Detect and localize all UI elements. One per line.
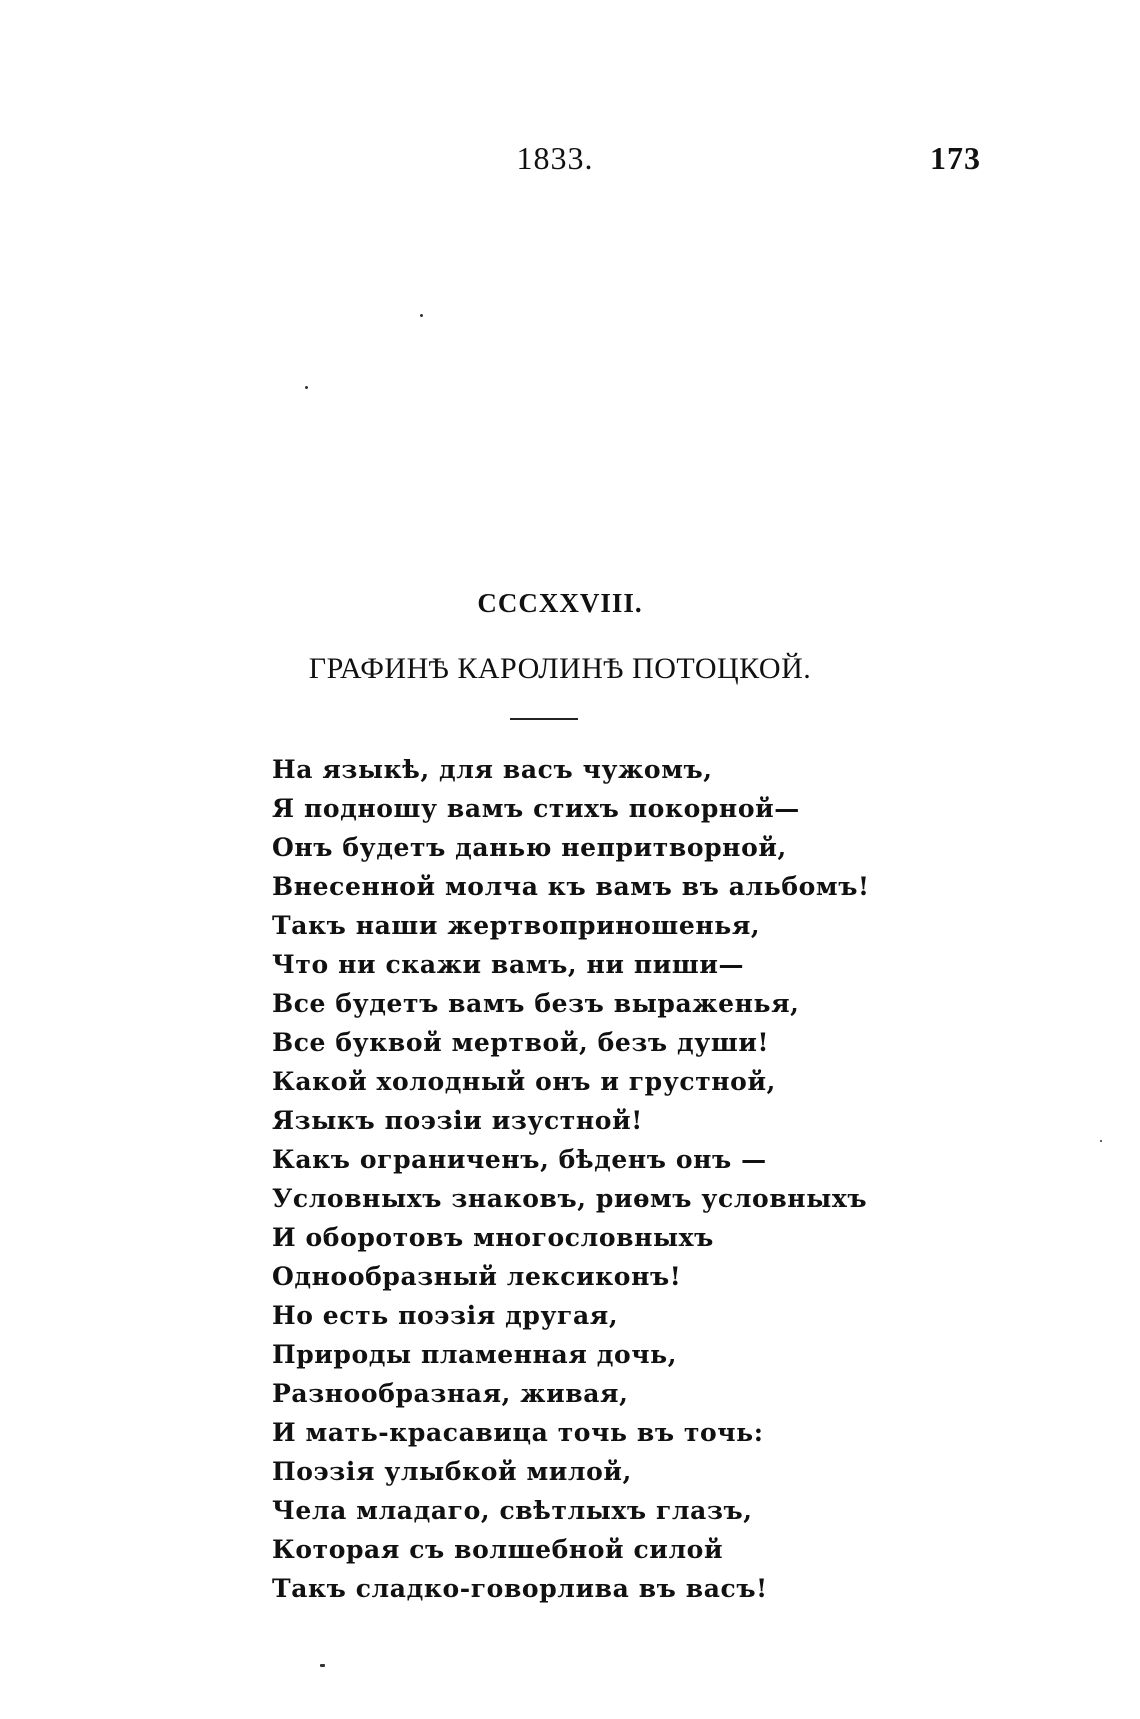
poem-line: Все буквой мертвой, безъ души! bbox=[272, 1028, 770, 1057]
poem-line: Чела младаго, свѣтлыхъ глазъ, bbox=[272, 1496, 753, 1525]
poem-line: Условныхъ знаковъ, риѳмъ условныхъ bbox=[272, 1184, 868, 1213]
poem-line: Такъ сладко-говорлива въ васъ! bbox=[272, 1574, 768, 1603]
print-speck bbox=[320, 1664, 325, 1667]
running-header-year: 1833. bbox=[516, 140, 594, 176]
poem-line: Я подношу вамъ стихъ покорной— bbox=[272, 794, 800, 823]
print-speck bbox=[420, 314, 423, 317]
poem-title: ГРАФИНѢ КАРОЛИНѢ ПОТОЦКОЙ. bbox=[308, 652, 812, 685]
poem-line: Такъ наши жертвоприношенья, bbox=[272, 911, 761, 940]
print-speck bbox=[305, 386, 308, 389]
poem-line: Которая съ волшебной силой bbox=[272, 1535, 724, 1564]
poem-line: Однообразный лексиконъ! bbox=[272, 1262, 682, 1291]
title-divider bbox=[510, 718, 578, 720]
poem-line: И мать-красавица точь въ точь: bbox=[272, 1418, 764, 1447]
poem-line: Какой холодный онъ и грустной, bbox=[272, 1067, 776, 1096]
poem-line: Какъ ограниченъ, бѣденъ онъ — bbox=[272, 1145, 767, 1174]
poem-line: Языкъ поэзіи изустной! bbox=[272, 1106, 643, 1135]
poem-line: Что ни скажи вамъ, ни пиши— bbox=[272, 950, 745, 979]
poem-line: Внесенной молча къ вамъ въ альбомъ! bbox=[272, 872, 870, 901]
poem-line: Онъ будетъ данью непритворной, bbox=[272, 833, 787, 862]
poem-number: CCCXXVIII. bbox=[477, 588, 643, 618]
poem-body bbox=[272, 750, 892, 1608]
print-speck bbox=[1100, 1140, 1102, 1142]
poem-line: Природы пламенная дочь, bbox=[272, 1340, 678, 1369]
page-number: 173 bbox=[930, 140, 981, 176]
poem-line: Разнообразная, живая, bbox=[272, 1379, 629, 1408]
poem-line: Но есть поэзія другая, bbox=[272, 1301, 619, 1330]
poem-line: Поэзія улыбкой милой, bbox=[272, 1457, 632, 1486]
poem-line: На языкѣ, для васъ чужомъ, bbox=[272, 755, 713, 784]
poem-line: И оборотовъ многословныхъ bbox=[272, 1223, 714, 1252]
poem-line: Все будетъ вамъ безъ выраженья, bbox=[272, 989, 800, 1018]
